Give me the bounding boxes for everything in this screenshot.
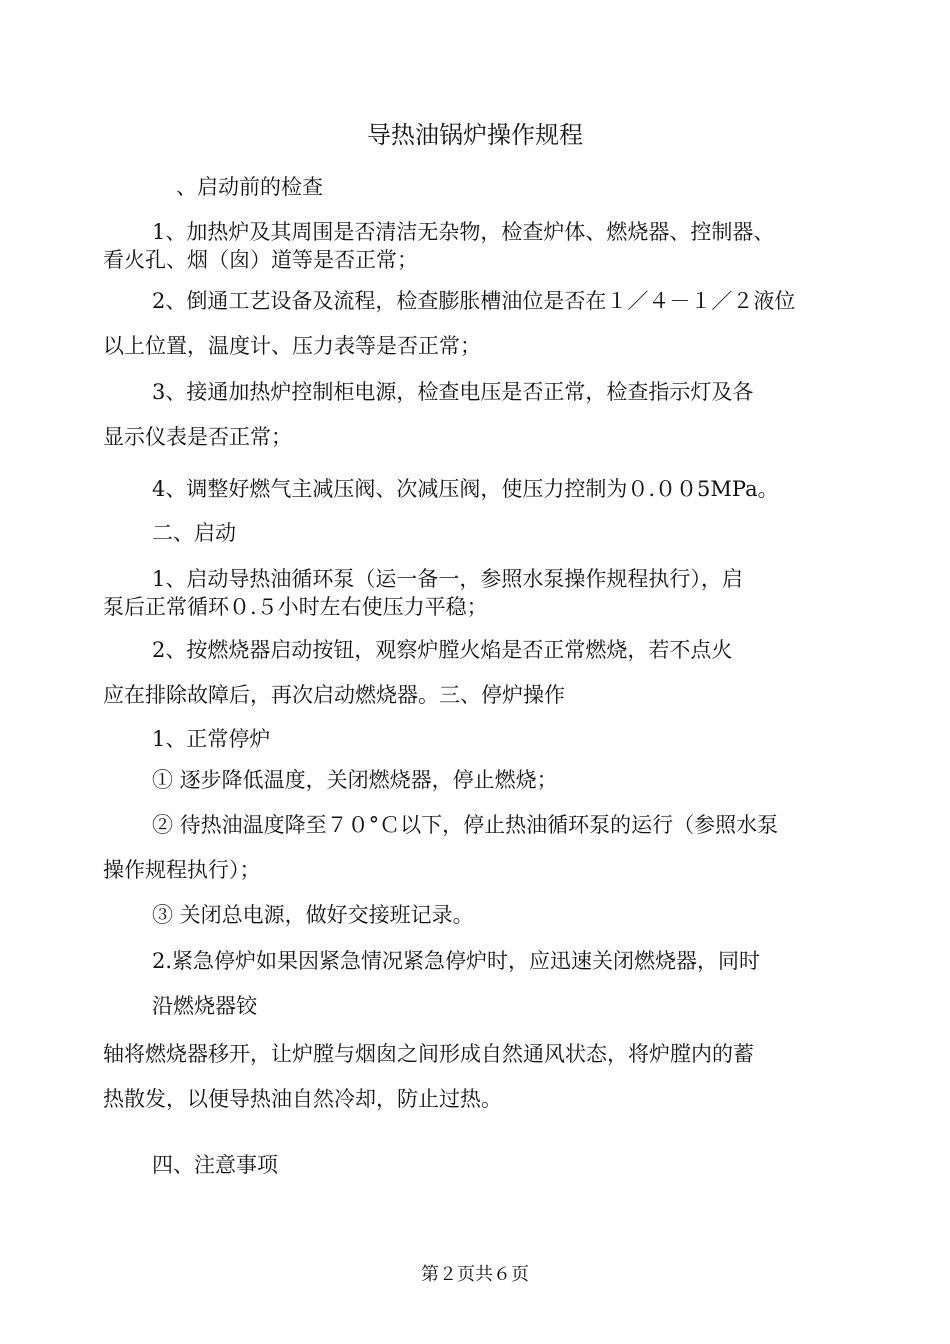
section-heading-notes: 四、注意事项 [152,1153,278,1177]
paragraph-line: 看火孔、烟（囱）道等是否正常； [103,248,418,272]
list-item: ② 待热油温度降至７０°Ｃ以下，停止热油循环泵的运行（参照水泵 [152,813,779,837]
paragraph-line: 1、启动导热油循环泵（运一备一，参照水泵操作规程执行），启 [152,567,743,591]
paragraph-line: 泵后正常循环０.５小时左右使压力平稳； [103,595,488,619]
paragraph-line: 显示仪表是否正常； [103,425,292,449]
page-number: 第２页共６页 [421,1264,529,1285]
paragraph-line: 1、加热炉及其周围是否清洁无杂物，检查炉体、燃烧器、控制器、 [152,220,775,244]
paragraph-line: 沿燃烧器铰 [152,994,257,1018]
paragraph-line: 热散发，以便导热油自然冷却，防止过热。 [103,1087,502,1111]
paragraph-line: 操作规程执行）； [103,858,261,882]
paragraph-line: 4、调整好燃气主减压阀、次减压阀，使压力控制为０.００5MPa。 [152,477,779,501]
list-item: ③ 关闭总电源，做好交接班记录。 [152,903,474,927]
section-heading-precheck: 、启动前的检查 [176,175,323,199]
paragraph-line: 2、按燃烧器启动按钮，观察炉膛火焰是否正常燃烧，若不点火 [152,638,733,662]
list-item: ① 逐步降低温度，关闭燃烧器，停止燃烧； [152,768,558,792]
paragraph-line: 2.紧急停炉如果因紧急情况紧急停炉时，应迅速关闭燃烧器，同时 [152,949,761,973]
paragraph-line: 轴将燃烧器移开，让炉膛与烟囱之间形成自然通风状态，将炉膛内的蓄 [103,1042,754,1066]
subheading-normal-stop: 1、正常停炉 [152,727,271,751]
paragraph-line: 以上位置，温度计、压力表等是否正常； [103,334,481,358]
section-heading-startup: 二、启动 [152,521,236,545]
paragraph-line: 3、接通加热炉控制柜电源，检查电压是否正常，检查指示灯及各 [152,380,754,404]
document-title: 导热油锅炉操作规程 [367,121,583,149]
paragraph-line: 2、倒通工艺设备及流程，检查膨胀槽油位是否在１／４－１／２液位 [152,289,796,313]
paragraph-line: 应在排除故障后，再次启动燃烧器。三、停炉操作 [103,683,565,707]
